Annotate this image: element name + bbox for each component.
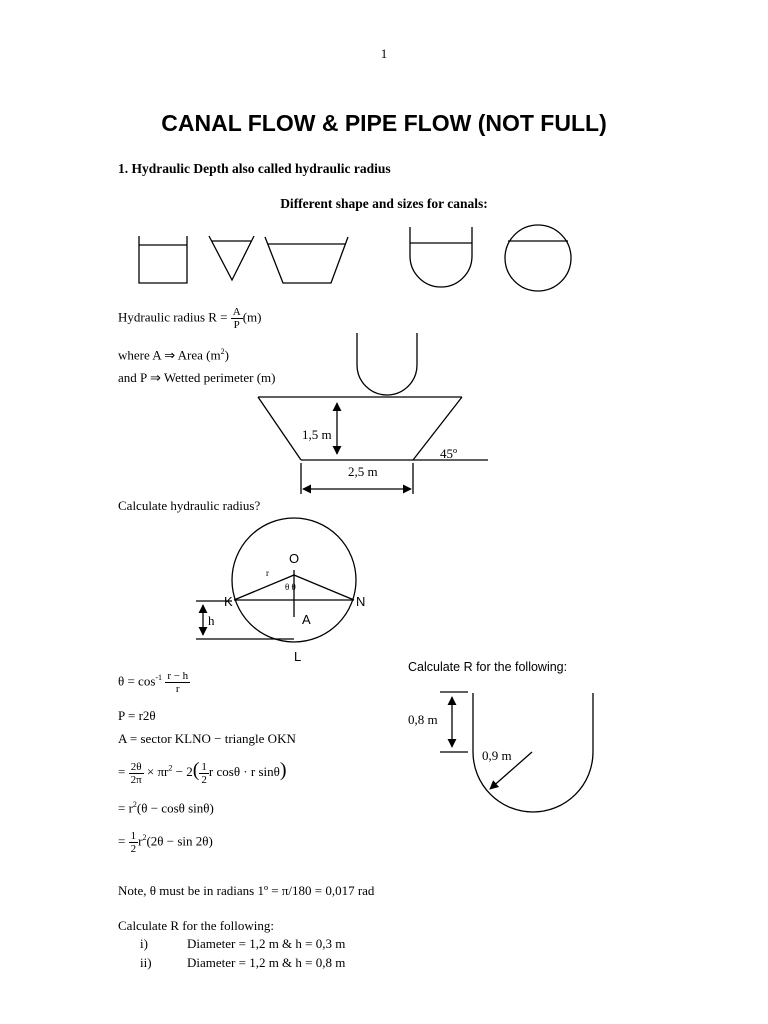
canal-shapes-heading: Different shape and sizes for canals: — [280, 196, 488, 211]
question-hydraulic-radius: Calculate hydraulic radius? — [118, 498, 261, 513]
triangle-canal-shape — [209, 236, 254, 280]
where-a-text: where A ⇒ Area (m — [118, 347, 221, 363]
where-a-sup: 2 — [220, 347, 225, 356]
point-k-label: K — [224, 594, 233, 609]
step3-r: r — [138, 833, 143, 849]
step1-b-den: 2 — [201, 773, 207, 786]
theta-fraction — [165, 670, 190, 695]
section-heading: 1. Hydraulic Depth also called hydraulic radius — [118, 161, 391, 176]
question-calculate-r: Calculate R for the following: — [118, 918, 274, 933]
point-a-label: A — [302, 612, 311, 627]
step3-sup: 2 — [142, 833, 147, 843]
trapezoid-canal-shape — [265, 237, 348, 283]
page-title: CANAL FLOW & PIPE FLOW (NOT FULL) — [161, 110, 607, 136]
rectangle-canal-shape — [139, 236, 187, 283]
step3-tail: (2θ − sin 2θ) — [146, 833, 213, 849]
step1-fraction-b — [199, 761, 209, 786]
step3-den: 2 — [130, 843, 137, 855]
where-a-line — [118, 347, 229, 363]
angle-label: 45º — [440, 446, 458, 461]
step1-mid: × πr — [146, 764, 169, 779]
area-step-2 — [118, 800, 214, 816]
point-o-label: O — [289, 551, 300, 566]
theta-lhs: θ = cos — [118, 673, 156, 689]
perimeter-formula: P = r2θ — [118, 708, 156, 723]
step3-fraction — [129, 830, 139, 855]
formula-lhs: Hydraulic radius R = — [118, 309, 228, 325]
step1-a-num: 2θ — [129, 761, 144, 774]
step2-sup: 2 — [132, 800, 137, 809]
formula-unit: (m) — [242, 309, 262, 325]
u-shape-figure — [357, 333, 417, 395]
theta-numerator: r − h — [167, 670, 189, 682]
radius-label: r — [266, 568, 269, 578]
hydraulic-radius-formula — [118, 306, 262, 331]
list-item-text: Diameter = 1,2 m & h = 0,8 m — [187, 955, 346, 970]
theta-denominator: r — [175, 683, 180, 695]
height-label: h — [208, 613, 215, 628]
fraction-denominator: P — [233, 319, 240, 331]
and-p-line: and P ⇒ Wetted perimeter (m) — [118, 370, 276, 385]
right-question: Calculate R for the following: — [408, 660, 568, 674]
step1-b-num: 1 — [201, 760, 207, 773]
fraction-a-over-p — [231, 306, 243, 331]
step1-tail: r cosθ · r sinθ — [208, 764, 280, 779]
list-item-label: ii) — [140, 955, 152, 970]
step2-tail: (θ − cosθ sinθ) — [136, 800, 214, 816]
height-dimension-label: 0,8 m — [408, 712, 438, 727]
u-section-figure — [440, 692, 593, 812]
step3-num: 1 — [130, 830, 137, 842]
theta-pair-label: θ θ — [285, 582, 296, 592]
fraction-numerator: A — [232, 306, 241, 318]
base-width-label: 2,5 m — [348, 464, 378, 479]
theta-formula — [118, 670, 190, 695]
radians-note: Note, θ must be in radians 1º = π/180 = 0,017 rad — [118, 883, 375, 898]
list-item-label: i) — [140, 936, 148, 951]
radius-dimension-label: 0,9 m — [482, 748, 512, 763]
step2-lhs: = r — [118, 800, 133, 816]
page-number: 1 — [380, 46, 388, 61]
step1-mid-sup: 2 — [168, 763, 173, 773]
area-step-1: = $\frac{2\theta}{2\pi}$ × $\pi r^2 - 2$( $\frac{1}{2}$ r cosθ · r sinθ) — [118, 759, 287, 786]
step1-fraction-a — [129, 761, 144, 786]
point-n-label: N — [356, 594, 366, 609]
theta-sup: -1 — [155, 673, 163, 683]
list-item-text: Diameter = 1,2 m & h = 0,3 m — [187, 936, 346, 951]
area-step-3: = $\frac{1}{2}$ $r^2(2\theta - \sin 2\theta)$ — [118, 830, 213, 855]
depth-label: 1,5 m — [302, 427, 332, 442]
pipe-circle-figure — [196, 518, 356, 642]
u-shape-canal — [410, 227, 472, 287]
step1-minus: − 2 — [175, 764, 193, 779]
area-formula: A = sector KLNO − triangle OKN — [118, 731, 296, 746]
where-a-close: ) — [224, 347, 229, 363]
point-l-label: L — [294, 649, 302, 664]
step1-a-den: 2π — [130, 773, 142, 786]
circle-canal-shape — [505, 225, 571, 291]
